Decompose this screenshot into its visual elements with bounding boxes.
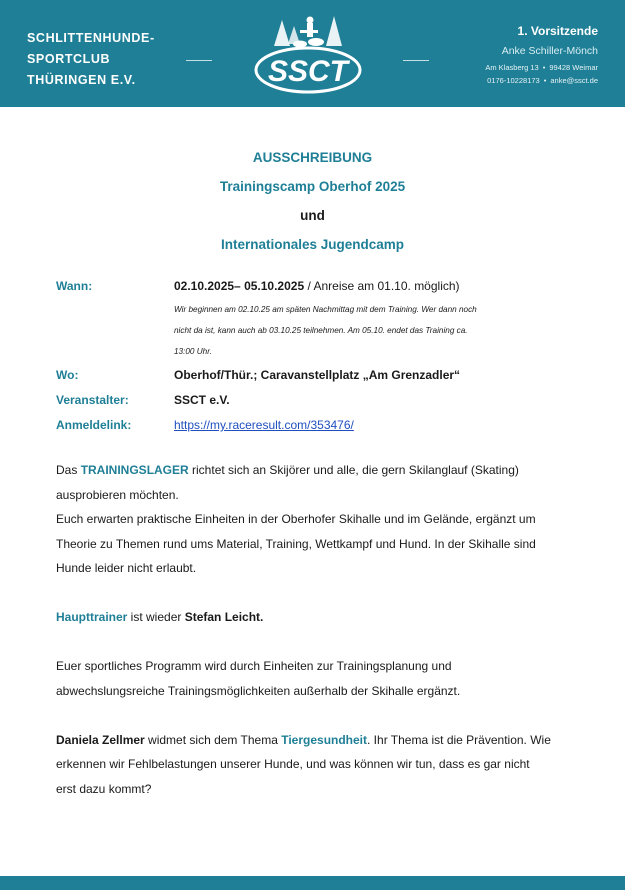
paragraph-line: erkennen wir Fehlbelastungen unserer Hunde, und was können wir tun, dass es gar nicht — [56, 757, 530, 771]
title-und: und — [300, 208, 325, 223]
contact-phone: 0176-10228173 — [487, 76, 540, 85]
highlight-haupttrainer: Haupttrainer — [56, 610, 128, 624]
info-row-veranstalter — [56, 388, 576, 413]
contact-name: Anke Schiller-Mönch — [501, 45, 598, 57]
paragraph-trainingslager — [56, 458, 566, 483]
wo-location: Oberhof/Thür.; Caravanstellplatz „Am Grenzadler“ — [174, 368, 461, 382]
paragraph-line: Hunde leider nicht erlaubt. — [56, 561, 197, 575]
club-name-line-2: SPORTCLUB — [27, 52, 111, 66]
bullet-separator: • — [542, 63, 546, 72]
trainer-name: Stefan Leicht. — [184, 610, 264, 624]
info-row-anmeldelink — [56, 413, 576, 438]
announcement-title-block — [0, 143, 625, 259]
wann-note-line-2: nicht da ist, kann auch ab 03.10.25 teilnehmen. Am 05.10. endet das Training ca. — [174, 326, 468, 335]
title-ausschreibung: AUSSCHREIBUNG — [252, 150, 373, 165]
spacer — [56, 630, 566, 655]
paragraph-line: Theorie zu Themen rund ums Material, Training, Wettkampf und Hund. In der Skihalle sind — [56, 536, 536, 551]
highlight-trainingslager: TRAININGSLAGER — [80, 463, 189, 477]
header-divider-right — [403, 60, 429, 61]
text: . Ihr Thema ist die Prävention. Wie — [367, 732, 551, 747]
info-row-wo — [56, 363, 576, 388]
label-wann: Wann: — [56, 279, 93, 293]
spacer — [56, 581, 566, 606]
veranstalter-name: SSCT e.V. — [174, 393, 230, 407]
contact-role: 1. Vorsitzende — [517, 24, 598, 38]
club-name-line-3: THÜRINGEN E.V. — [27, 73, 136, 87]
registration-link[interactable]: https://my.raceresult.com/353476/ — [174, 418, 354, 432]
paragraph-tiergesundheit — [56, 728, 566, 753]
contact-email[interactable]: anke@ssct.de — [550, 76, 598, 85]
paragraph-line: Euer sportliches Programm wird durch Einheiten zur Trainingsplanung und — [56, 659, 452, 673]
wann-note — [174, 299, 576, 362]
wann-dates: 02.10.2025– 05.10.2025 — [174, 279, 305, 293]
text: richtet sich an Skijörer und alle, die gern Skilanglauf (Skating) — [188, 463, 519, 477]
wann-note-line-1: Wir beginnen am 02.10.25 am späten Nachmittag mit dem Training. Wer dann noch — [174, 305, 477, 314]
text: ist wieder — [127, 610, 185, 624]
announcement-body — [56, 458, 566, 801]
value-anmeldelink — [174, 413, 576, 438]
speaker-name: Daniela Zellmer — [56, 732, 145, 747]
bullet-separator: • — [543, 76, 547, 85]
text: widmet sich dem Thema — [144, 732, 282, 747]
wann-note-line-3: 13:00 Uhr. — [174, 347, 212, 356]
title-jugendcamp: Internationales Jugendcamp — [220, 237, 405, 252]
label-veranstalter: Veranstalter: — [56, 393, 129, 407]
club-name-line-1: SCHLITTENHUNDE- — [27, 31, 155, 45]
paragraph-line: Euch erwarten praktische Einheiten in der Oberhofer Skihalle und im Gelände, ergänzt um — [56, 512, 536, 526]
contact-address — [485, 61, 598, 74]
letterhead-banner — [0, 0, 625, 107]
value-wo — [174, 363, 576, 388]
contact-city: 99428 Weimar — [549, 63, 598, 72]
header-divider-left — [186, 60, 212, 61]
spacer — [56, 703, 566, 728]
value-wann — [174, 279, 576, 293]
event-info — [56, 279, 576, 438]
contact-phone-email — [485, 74, 598, 87]
paragraph-line: erst dazu kommt? — [56, 781, 152, 796]
logo-text: SSCT — [267, 55, 349, 88]
value-veranstalter — [174, 388, 576, 413]
info-row-wann — [56, 279, 576, 293]
label-wo: Wo: — [56, 368, 79, 382]
label-anmeldelink: Anmeldelink: — [56, 418, 132, 432]
text: Das — [56, 463, 81, 477]
paragraph-line: abwechslungsreiche Trainingsmöglichkeiten außerhalb der Skihalle ergänzt. — [56, 683, 461, 698]
ssct-logo — [252, 6, 364, 96]
club-name — [27, 28, 155, 91]
title-trainingscamp: Trainingscamp Oberhof 2025 — [219, 179, 406, 194]
wann-arrival: / Anreise am 01.10. möglich) — [304, 279, 460, 293]
highlight-tiergesundheit: Tiergesundheit — [281, 732, 368, 747]
paragraph-haupttrainer — [56, 605, 566, 630]
contact-block — [485, 24, 598, 87]
paragraph-line: ausprobieren möchten. — [56, 487, 179, 502]
footer-banner — [0, 876, 625, 890]
contact-street: Am Klasberg 13 — [485, 63, 539, 72]
